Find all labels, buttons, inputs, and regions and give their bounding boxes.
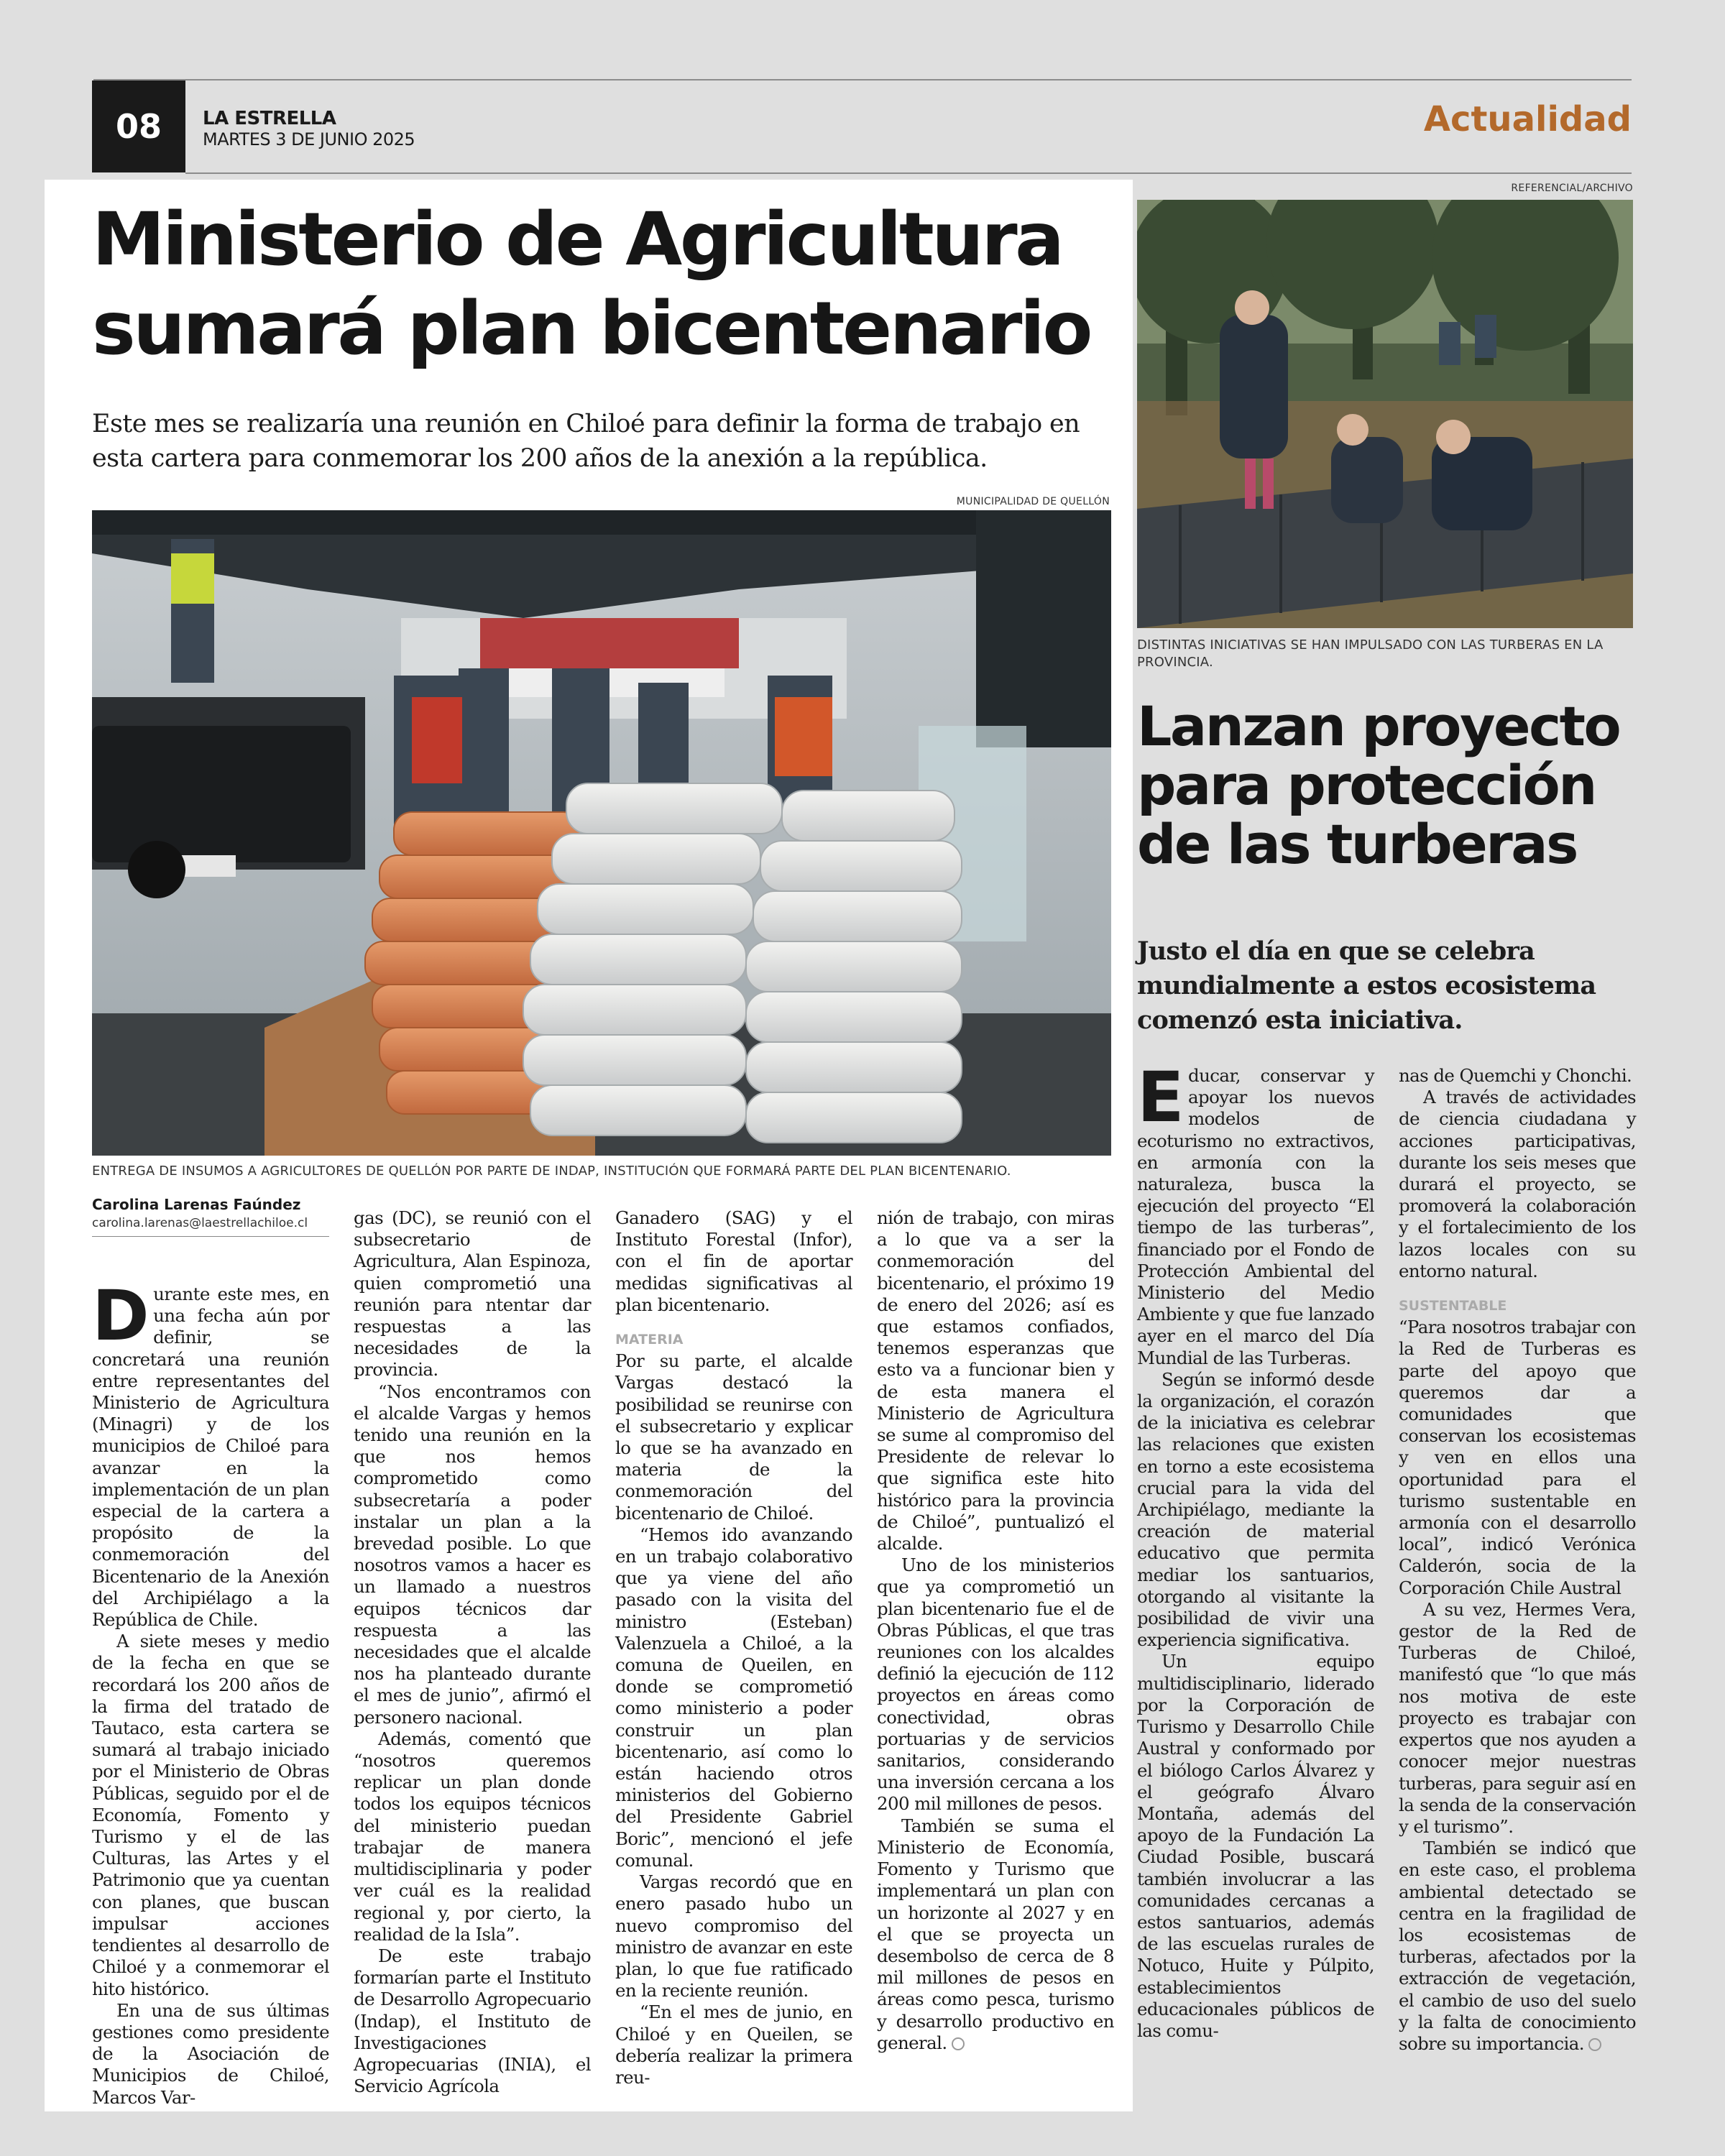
paragraph: Además, comentó que “nosotros queremos replicar un plan donde todos los equipos técnicos del ministerio puedan trabajar de manera multidisciplinaria y poder ver cuál es la realidad regional y, por cierto, la realidad de la Isla”. (354, 1728, 591, 1945)
page-number: 08 (92, 80, 185, 172)
main-headline: Ministerio de Agricultura sumará plan bicentenario (92, 197, 1090, 372)
side-photo-credit: REFERENCIAL/ARCHIVO (1511, 183, 1633, 194)
drop-cap: D (92, 1276, 150, 1356)
author-name: Carolina Larenas Faúndez (92, 1196, 301, 1213)
side-photo (1137, 200, 1633, 628)
side-column-2 (1399, 1065, 1636, 2055)
subheading: SUSTENTABLE (1399, 1298, 1507, 1314)
end-of-article-icon (1588, 2038, 1601, 2051)
drop-cap: E (1137, 1057, 1184, 1138)
paragraph: En una de sus últimas gestiones como presidente de la Asociación de Municipios de Chiloé, Marcos Var- (92, 1999, 329, 2108)
paragraph: Por su parte, el alcalde Vargas destacó la posibilidad se reunirse con el subsecretario y explicar lo que se ha avanzado en materia de la conmemoración del bicentenario de Chiloé. (615, 1350, 852, 1524)
header-top-rule (93, 79, 1632, 80)
end-of-article-icon (952, 2037, 965, 2050)
main-photo (92, 510, 1111, 1156)
main-photo-caption: ENTREGA DE INSUMOS A AGRICULTORES DE QUELLÓN POR PARTE DE INDAP, INSTITUCIÓN QUE FORMARÁ PARTE DEL PLAN BICENTENARIO. (92, 1164, 1011, 1179)
paragraph: Un equipo multidisciplinario, liderado por la Corporación de Turismo y Desarrollo Chile Austral y conformado por el biólogo Carlos Álvarez y el geógrafo Álvaro Montaña, además del apoyo de la Fundación La Ciudad Posible, buscará también involucrar a las comunidades cercanas a estos santuarios, además de las escuelas rurales de Notuco, Huite y Púlpito, establecimientos educacionales públicos de las comu- (1137, 1651, 1374, 2041)
photo-farm-supplies-delivery (92, 510, 1111, 1156)
main-lead: Este mes se realizaría una reunión en Chiloé para definir la forma de trabajo en esta cartera para conmemorar los 200 años de la anexión a la república. (92, 410, 1080, 473)
issue-date: MARTES 3 DE JUNIO 2025 (203, 129, 415, 149)
paragraph: Según se informó desde la organización, el corazón de la iniciativa es celebrar las relaciones que existen en torno a este ecosistema crucial para la vida del Archipiélago, mediante la creación de material educativo que permita mediar los santuarios, otorgando al visitante la posibilidad de vivir una experiencia significativa. (1137, 1368, 1374, 1651)
author-email: carolina.larenas@laestrellachiloe.cl (92, 1216, 308, 1230)
subheading: MATERIA (615, 1332, 684, 1348)
header-bottom-rule (185, 172, 1632, 174)
paragraph: “Nos encontramos con el alcalde Vargas y hemos tenido una reunión en la que nos hemos comprometido como subsecretaría a poder instalar un plan a la brevedad posible. Lo que nosotros vamos a hacer es un llamado a nuestros equipos técnicos dar respuesta a las necesidades que el alcalde nos ha planteado durante el mes de junio”, afirmó el personero nacional. (354, 1381, 591, 1728)
paragraph: De este trabajo formarían parte el Instituto de Desarrollo Agropecuario (Indap), el Instituto de Investigaciones Agropecuarias (INIA), el Servicio Agrícola (354, 1945, 591, 2097)
newspaper-name: LA ESTRELLA (203, 108, 336, 129)
main-column-1 (92, 1276, 329, 2109)
side-lead: Justo el día en que se celebra mundialmente a estos ecosistema comenzó esta iniciativa. (1137, 936, 1596, 1035)
main-column-3 (615, 1207, 852, 2088)
paragraph: urante este mes, en una fecha aún por definir, se concretará una reunión entre representantes del Ministerio de Agricultura (Minagri) y de los municipios de Chiloé para avanzar en la implementación de un plan especial de la cartera a propósito de la conmemoración del Bicentenario de la Anexión del Archipiélago a la República de Chile. (92, 1284, 329, 1631)
photo-peatland-visitors (1137, 200, 1633, 628)
paragraph: Vargas recordó que en enero pasado hubo un nuevo compromiso del ministro de avanzar en este plan, lo que fue ratificado en la reciente reunión. (615, 1871, 852, 2001)
paragraph: “En el mes de junio, en Chiloé y en Queilen, se debería realizar la primera reu- (615, 2001, 852, 2088)
paragraph: nas de Quemchi y Chonchi. (1399, 1065, 1632, 1086)
section-name: Actualidad (1423, 99, 1632, 139)
paragraph: “Hemos ido avanzando en un trabajo colaborativo que ya viene del año pasado con la visita del ministro (Esteban) Valenzuela a Chiloé, a la comuna de Queilen, en donde se comprometió como ministerio a poder construir un plan bicentenario, así como lo están haciendo otros ministerios del Gobierno del Presidente Gabriel Boric”, mencionó el jefe comunal. (615, 1524, 852, 1871)
paragraph: ducar, conservar y apoyar los nuevos modelos de ecoturismo no extractivos, en armonía con la naturaleza, busca la ejecución del proyecto “El tiempo de las turberas”, financiado por el Fondo de Protección Ambiental del Ministerio del Medio Ambiente y que fue lanzado ayer en el marco del Día Mundial de las Turberas. (1137, 1065, 1374, 1368)
paragraph: gas (DC), se reunió con el subsecretario de Agricultura, Alan Espinoza, quien comprometió una reunión para ntentar dar respuestas a las necesidades de la provincia. (354, 1207, 591, 1381)
paragraph: A través de actividades de ciencia ciudadana y acciones participativas, durante los seis meses que durará el proyecto, se promoverá la colaboración y el fortalecimiento de los lazos locales con su entorno natural. (1399, 1087, 1636, 1281)
paragraph: nión de trabajo, con miras a lo que va a ser la conmemoración del bicentenario, el próximo 19 de enero del 2026; así es que estamos confiados, tenemos esperanzas que esto va a funcionar bien y de esta manera el Ministerio de Agricultura se sume al compromiso del Presidente de relevar lo que significa este hito histórico para la provincia de Chiloé”, puntualizó el alcalde. (877, 1207, 1114, 1554)
side-headline: Lanzan proyecto para protección de las turberas (1137, 694, 1620, 876)
paragraph: Uno de los ministerios que ya comprometió un plan bicentenario fue el de Obras Públicas, el que tras reuniones con los alcaldes definió la ejecución de 112 proyectos en áreas como conectividad, obras portuarias y de servicios sanitarios, considerando una inversión cercana a los 200 mil millones de pesos. (877, 1554, 1114, 1815)
paragraph: También se suma el Ministerio de Economía, Fomento y Turismo que implementará un plan con un horizonte al 2027 y en el que se proyecta un desembolso de cerca de 8 mil millones de pesos en áreas como pesca, turismo y desarrollo productivo en general. (877, 1815, 1114, 2053)
author-rule (92, 1236, 329, 1237)
paragraph: A su vez, Hermes Vera, gestor de la Red de Turberas de Chiloé, manifestó que “lo que más nos motiva de este proyecto es trabajar con expertos que nos ayuden a conocer mejor nuestras turberas, para seguir así en la senda de la conservación y el turismo”. (1399, 1598, 1636, 1837)
main-photo-credit: MUNICIPALIDAD DE QUELLÓN (956, 496, 1110, 507)
paragraph: A siete meses y medio de la fecha en que se recordará los 200 años de la firma del tratado de Tautaco, esta cartera se sumará al trabajo iniciado por el Ministerio de Obras Públicas, seguido por el de Economía, Fomento y Turismo y el de las Culturas, las Artes y el Patrimonio que ya cuentan con planes, que buscan impulsar acciones tendientes al desarrollo de Chiloé y a conmemorar el hito histórico. (92, 1631, 329, 1999)
side-column-1 (1137, 1057, 1374, 2042)
main-column-2 (354, 1207, 591, 2097)
main-column-4 (877, 1207, 1114, 2054)
paragraph: “Para nosotros trabajar con la Red de Turberas es parte del apoyo que queremos dar a comunidades que conservan los ecosistemas y ven en ellos una oportunidad para el turismo sustentable en armonía con el desarrollo local”, indicó Verónica Calderón, socia de la Corporación Chile Austral (1399, 1317, 1636, 1598)
side-photo-caption: DISTINTAS INICIATIVAS SE HAN IMPULSADO CON LAS TURBERAS EN LA PROVINCIA. (1137, 637, 1604, 670)
paragraph: También se indicó que en este caso, el problema ambiental detectado se centra en la fragilidad de los ecosistemas de turberas, afectados por la extracción de vegetación, el cambio de uso del suelo y la falta de conocimiento sobre su importancia. (1399, 1838, 1636, 2054)
paragraph: Ganadero (SAG) y el Instituto Forestal (Infor), con el fin de aportar medidas significativas al plan bicentenario. (615, 1207, 852, 1315)
